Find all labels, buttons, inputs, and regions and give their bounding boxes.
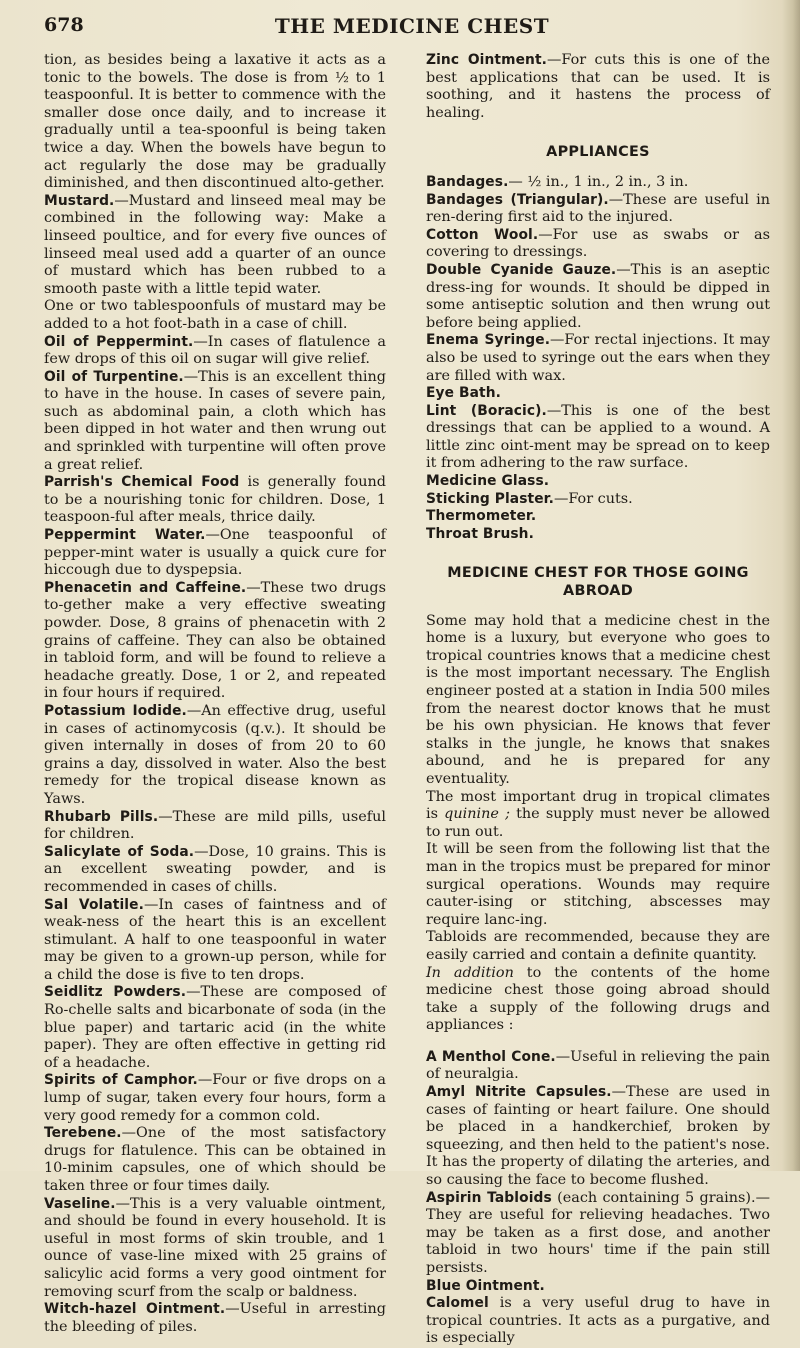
entry-term: Enema Syringe. bbox=[426, 332, 551, 349]
paragraph-text: the supply must never be allowed to run out. bbox=[426, 806, 770, 840]
entry-text: —Four or five drops on a lump of sugar, taken every four hours, form a very good remedy for a common cold. bbox=[44, 1072, 386, 1124]
entry-text: —For cuts. bbox=[553, 490, 633, 507]
entry-term: Spirits of Camphor. bbox=[44, 1072, 198, 1089]
entry-term: Peppermint Water. bbox=[44, 527, 206, 544]
entry-text: —In cases of faintness and of weak-ness of the heart this is an excellent stimulant. A half to one teaspoonful in water may be given to a grown-up person, while for a child the dose is five to ten drops. bbox=[44, 896, 386, 983]
entry-term: Terebene. bbox=[44, 1125, 122, 1142]
entry-term: Bandages. bbox=[426, 173, 509, 190]
appliance-item bbox=[426, 385, 770, 403]
appliance-item bbox=[426, 508, 770, 526]
paragraph-text: The most important drug in tropical climates is bbox=[426, 788, 770, 823]
abroad-item bbox=[426, 1049, 770, 1084]
entry-text: —Useful in relieving the pain of neuralgia. bbox=[426, 1048, 770, 1083]
emphasis: quinine ; bbox=[444, 806, 510, 823]
entry-term: Lint (Boracic). bbox=[426, 402, 547, 419]
entry-text: —These are composed of Ro-chelle salts and bicarbonate of soda (in the blue paper) and tartaric acid (in the white paper). They are often effective in getting rid of a headache. bbox=[44, 984, 386, 1071]
appliances-heading: APPLIANCES bbox=[546, 144, 650, 161]
abroad-paragraph bbox=[426, 965, 770, 1035]
entry bbox=[44, 334, 386, 369]
entry-term: Bandages (Triangular). bbox=[426, 191, 609, 208]
abroad-item bbox=[426, 1190, 770, 1278]
appliance-item bbox=[426, 526, 770, 544]
entry-term: Rhubarb Pills. bbox=[44, 808, 159, 825]
entry-text: —These are used in cases of fainting or heart failure. One should be placed in a handkerchief, broken by squeezing, and then held to the patient's nose. It has the property of dilating the arteries, and so causing the face to become flushed. bbox=[426, 1084, 770, 1189]
entry-text: —In cases of flatulence a few drops of this oil on sugar will give relief. bbox=[44, 333, 386, 368]
entry-text: —Useful in arresting the bleeding of piles. bbox=[44, 1301, 386, 1335]
entry-term: Salicylate of Soda. bbox=[44, 843, 195, 860]
left-column bbox=[44, 52, 386, 1336]
entry bbox=[426, 52, 770, 122]
entry bbox=[44, 1301, 386, 1336]
entry-term: Double Cyanide Gauze. bbox=[426, 261, 617, 278]
entry bbox=[44, 1196, 386, 1302]
entry-term: Calomel bbox=[426, 1295, 489, 1312]
entry-text: —One teaspoonful of pepper-mint water is usually a quick cure for hiccough due to dyspepsia. bbox=[44, 527, 386, 579]
abroad-item bbox=[426, 1295, 770, 1348]
entry-text: —For rectal injections. It may also be used to syringe out the ears when they are filled with wax. bbox=[426, 332, 770, 384]
entry-term: Oil of Turpentine. bbox=[44, 368, 184, 385]
entry-text: —This is an excellent thing to have in the house. In cases of severe pain, such as abdominal pain, a cloth which has been dipped in hot water and then wrung out and sprinkled with turpentine will often prove a great relief. bbox=[44, 368, 386, 473]
abroad-paragraph bbox=[426, 789, 770, 842]
entry-text: is a very useful drug to have in tropical countries. It acts as a purgative, and is especially bbox=[426, 1295, 770, 1347]
appliance-item bbox=[426, 491, 770, 509]
entry-term: A Menthol Cone. bbox=[426, 1048, 556, 1065]
entry-term: Oil of Peppermint. bbox=[44, 333, 194, 350]
entry-term: Witch-hazel Ointment. bbox=[44, 1301, 226, 1318]
abroad-paragraph bbox=[426, 613, 770, 789]
entry-text: —This is one of the best dressings that can be applied to a wound. A little zinc oint-ment may be spread on to keep it from adhering to the raw surface. bbox=[426, 402, 770, 472]
entry-text: —This is a very valuable ointment, and should be found in every household. It is useful in most forms of skin trouble, and 1 ounce of vase-line mixed with 25 grains of salicylic acid forms a very good ointment for removing scurf from the scalp or baldness. bbox=[44, 1195, 386, 1300]
entry-text: —For cuts this is one of the best applications that can be used. It is soothing, and it hastens the process of healing. bbox=[426, 52, 770, 121]
entry-text: —These are useful in ren-dering first aid to the injured. bbox=[426, 191, 770, 226]
abroad-heading: MEDICINE CHEST FOR THOSE GOING ABROAD bbox=[447, 565, 749, 600]
entry-term: Medicine Glass. bbox=[426, 473, 550, 490]
entry-text: —Dose, 10 grains. This is an excellent sweating powder, and is recommended in cases of chills. bbox=[44, 843, 386, 895]
entry bbox=[44, 474, 386, 527]
entry-term: Zinc Ointment. bbox=[426, 52, 548, 68]
entry bbox=[44, 844, 386, 897]
appliance-item bbox=[426, 332, 770, 385]
appliance-item bbox=[426, 262, 770, 332]
running-title: THE MEDICINE CHEST bbox=[274, 14, 550, 38]
entry-text: One or two tablespoonfuls of mustard may be added to a hot foot-bath in a case of chill. bbox=[44, 298, 386, 332]
entry-text: —This is an aseptic dress-ing for wounds. It should be dipped in some antiseptic solution and then wrung out before being applied. bbox=[426, 261, 770, 331]
entry bbox=[44, 703, 386, 809]
paragraph-text: It will be seen from the following list that the man in the tropics must be prepared for minor surgical operations. Wounds may require cauter-ising or stitching, abscesses may require lanc-ing. bbox=[426, 841, 770, 928]
entry-term: Aspirin Tabloids bbox=[426, 1189, 552, 1206]
entry bbox=[44, 369, 386, 475]
paragraph-text: Tabloids are recommended, because they are easily carried and contain a definite quantity. bbox=[426, 929, 770, 963]
entry bbox=[44, 298, 386, 333]
paragraph-text: Some may hold that a medicine chest in the home is a luxury, but everyone who goes to tropical countries knows that a medicine chest is the most important necessary. The English engineer posted at a station in India 500 miles from the nearest doctor knows that he must be his own physician. He knows that fever stalks in the jungle, he knows that snakes abound, and he is prepared for any eventuality. bbox=[426, 612, 770, 787]
entry-term: Seidlitz Powders. bbox=[44, 984, 187, 1001]
abroad-item bbox=[426, 1278, 770, 1296]
entry bbox=[44, 897, 386, 985]
entry-text: (each containing 5 grains).—They are useful for relieving headaches. Two may be taken as a first dose, and another tabloid in two hours' time if the pain still persists. bbox=[426, 1189, 770, 1276]
entry-term: Cotton Wool. bbox=[426, 226, 539, 243]
entry-term: Eye Bath. bbox=[426, 385, 501, 402]
appliance-item bbox=[426, 174, 770, 192]
entry-text: —These are mild pills, useful for children. bbox=[44, 808, 386, 843]
entry-term: Potassium Iodide. bbox=[44, 702, 187, 719]
entry-term: Vaseline. bbox=[44, 1195, 116, 1212]
entry-term: Blue Ointment. bbox=[426, 1277, 545, 1294]
right-column bbox=[426, 52, 770, 1348]
entry bbox=[44, 193, 386, 299]
abroad-paragraph bbox=[426, 929, 770, 964]
entry-text: —One of the most satisfactory drugs for flatulence. This can be obtained in 10-minim capsules, one of which should be taken three or four times daily. bbox=[44, 1125, 386, 1194]
entry-term: Mustard. bbox=[44, 192, 115, 209]
abroad-item bbox=[426, 1084, 770, 1190]
entry-term: Thermometer. bbox=[426, 508, 537, 525]
emphasis: In addition bbox=[426, 964, 514, 981]
entry-term: Throat Brush. bbox=[426, 525, 534, 542]
entry bbox=[44, 527, 386, 580]
entry bbox=[44, 580, 386, 703]
paragraph-text: to the contents of the home medicine chest those going abroad should take a supply of the following drugs and appliances : bbox=[426, 964, 771, 1034]
entry bbox=[44, 1125, 386, 1195]
entry-term: Amyl Nitrite Capsules. bbox=[426, 1084, 612, 1101]
appliance-item bbox=[426, 473, 770, 491]
entry-term: Sal Volatile. bbox=[44, 896, 144, 913]
page-number: 678 bbox=[44, 14, 84, 36]
appliance-item bbox=[426, 403, 770, 473]
page-header bbox=[44, 14, 780, 38]
entry bbox=[44, 809, 386, 844]
entry bbox=[44, 1072, 386, 1125]
entry-term: Parrish's Chemical Food bbox=[44, 474, 240, 491]
entry bbox=[44, 52, 386, 193]
entry-text: tion, as besides being a laxative it acts as a tonic to the bowels. The dose is from ½ to 1 teaspoonful. It is better to commence with the smaller dose once daily, and to increase it gradually until a tea-spoonful is being taken twice a day. When the bowels have begun to act regularly the dose may be gradually diminished, and then discontinued alto-gether. bbox=[44, 52, 386, 192]
entry bbox=[44, 984, 386, 1072]
entry-term: Phenacetin and Caffeine. bbox=[44, 579, 247, 596]
entry-text: —These two drugs to-gether make a very effective sweating powder. Dose, 8 grains of phenacetin with 2 grains of caffeine. They can also be obtained in tabloid form, and will be found to relieve a headache greatly. Dose, 1 or 2, and repeated in four hours if required. bbox=[44, 579, 386, 702]
entry-text: —Mustard and linseed meal may be combined in the following way: Make a linseed poultice, and for every five ounces of linseed meal used add a quarter of an ounce of mustard which has been rubbed to a smooth paste with a little tepid water. bbox=[44, 192, 386, 297]
entry-text: —An effective drug, useful in cases of actinomycosis (q.v.). It should be given internally in doses of from 20 to 60 grains a day, dissolved in water. Also the best remedy for the tropical disease known as Yaws. bbox=[44, 702, 386, 807]
page-edge-shadow bbox=[782, 0, 800, 1171]
entry-term: Sticking Plaster. bbox=[426, 490, 554, 507]
appliance-item bbox=[426, 227, 770, 262]
abroad-paragraph bbox=[426, 841, 770, 929]
entry-text: is generally found to be a nourishing tonic for children. Dose, 1 teaspoon-ful after meals, thrice daily. bbox=[44, 474, 386, 526]
entry-text: —For use as swabs or as covering to dressings. bbox=[426, 226, 770, 261]
entry-text: — ½ in., 1 in., 2 in., 3 in. bbox=[508, 173, 689, 190]
appliance-item bbox=[426, 192, 770, 227]
